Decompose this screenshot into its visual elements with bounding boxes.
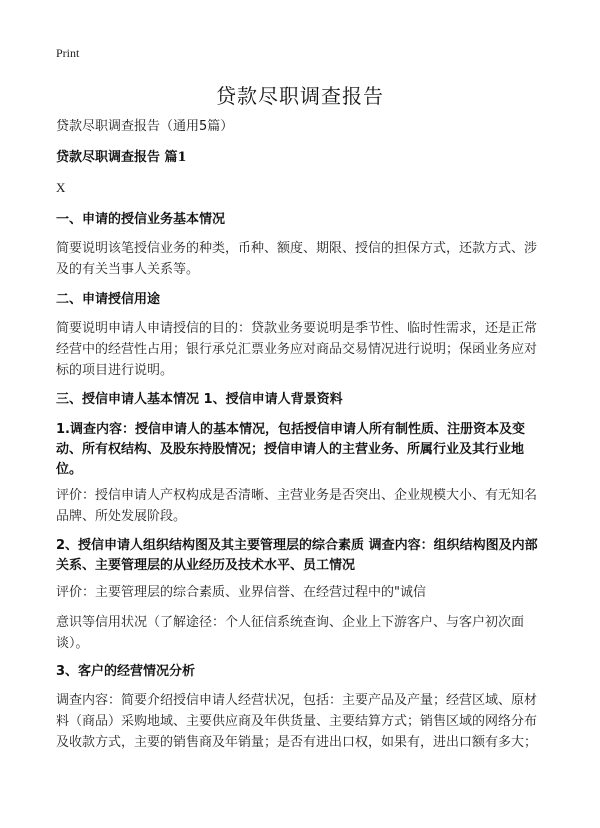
heading-applicant-background: 三、授信申请人基本情况 1、授信申请人背景资料 (56, 392, 343, 407)
heading-operations: 3、客户的经营情况分析 (56, 664, 196, 679)
heading-organization: 2、授信申请人组织结构图及其主要管理层的综合素质 调查内容：组织结构图及内部关系、主要管理层的从业经历及技术水平、员工情况 (56, 538, 538, 573)
paragraph-evaluation: 评价：授信申请人产权构成是否清晰、主营业务是否突出、企业规模大小、有无知名品牌、所处发展阶段。 (56, 488, 538, 524)
print-label: Print (56, 46, 80, 60)
section-heading: 贷款尽职调查报告 篇1 (56, 150, 187, 165)
paragraph-operations: 调查内容：简要介绍授信申请人经营状况，包括：主要产品及产量；经营区域、原材料（商品）采购地域、主要供应商及年供货量、主要结算方式；销售区域的网络分布及收款方式，主要的销售商及年销量；是否有进出口权，如果有，进出口额有多大； (56, 693, 538, 750)
heading-survey-content: 1.调查内容：授信申请人的基本情况，包括授信申请人所有制性质、注册资本及变动、所有权结构、及股东持股情况；授信申请人的主营业务、所属行业及其行业地位。 (56, 422, 525, 477)
document-title: 贷款尽职调查报告 (216, 84, 384, 108)
paragraph-management-evaluation: 评价：主要管理层的综合素质、业界信誉、在经营过程中的"诚信 (56, 585, 426, 600)
heading-basic-info: 一、申请的授信业务基本情况 (56, 212, 226, 227)
paragraph-basic-info: 简要说明该笔授信业务的种类，币种、额度、期限、授信的担保方式，还款方式、涉及的有关当事人关系等。 (56, 241, 538, 277)
heading-purpose: 二、申请授信用途 (56, 292, 161, 307)
section-marker: X (56, 180, 66, 195)
paragraph-purpose: 简要说明申请人申请授信的目的：贷款业务要说明是季节性、临时性需求，还是正常经营中的经营性占用；银行承兑汇票业务应对商品交易情况进行说明；保函业务应对标的项目进行说明。 (56, 321, 538, 378)
paragraph-credit-status: 意识等信用状况（了解途径：个人征信系统查询、企业上下游客户、与客户初次面谈）。 (56, 615, 525, 651)
document-subtitle: 贷款尽职调查报告（通用5篇） (56, 119, 234, 134)
